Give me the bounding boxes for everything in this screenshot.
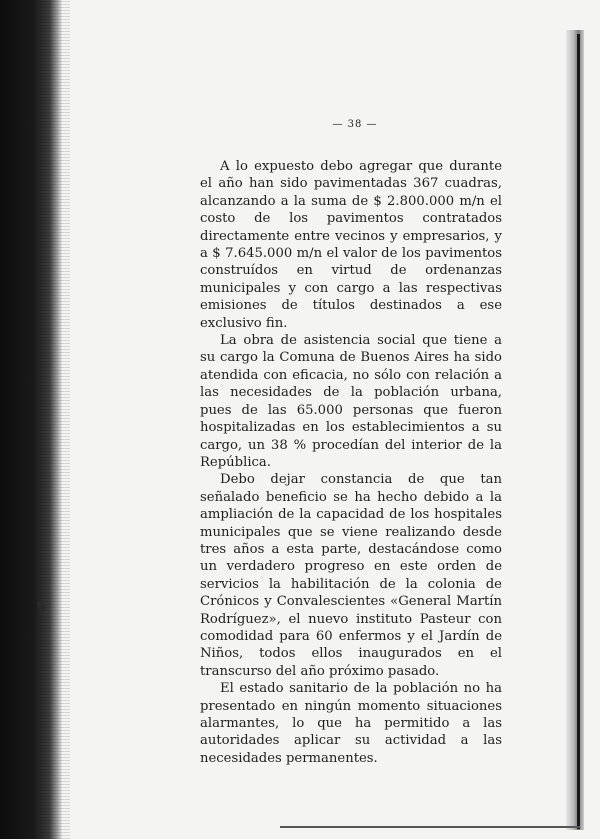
binding-texture [40, 0, 70, 839]
paragraph: El estado sanitario de la población no ha presentado en ningún momento situaciones alarmantes, lo que ha permitido a las autoridades aplicar su actividad a las necesidades permanentes. [200, 681, 502, 766]
paragraph: La obra de asistencia social que tiene a su cargo la Comuna de Buenos Aires ha sido atendida con eficacia, no sólo con relación a las necesidades de la población urbana, pues de las 65.000 personas que fueron hospitalizadas en los establecimientos a su cargo, un 38 % procedían del interior de la República. [200, 333, 502, 470]
page-bottom-edge [280, 826, 580, 828]
paragraph: A lo expuesto debo agregar que durante el año han sido pavimentadas 367 cuadras, alcanzando a la suma de $ 2.800.000 m/n el costo de los pavimentos contratados directamente entre vecinos y empresarios, y a $ 7.645.000 m/n el valor de los pavimentos construídos en virtud de ordenanzas municipales y con cargo a las respectivas emisiones de títulos destinados a ese exclusivo fin. [200, 159, 502, 331]
page-edge-right [566, 30, 584, 830]
body-text [200, 158, 502, 767]
page-number: — 38 — [332, 119, 378, 130]
page-edge-line [577, 34, 580, 829]
paragraph: Debo dejar constancia de que tan señalado beneficio se ha hecho debido a la ampliación de la capacidad de los hospitales municipales que se viene realizando desde tres años a esta parte, destacándose como un verdadero progreso en este orden de servicios la habilitación de la colonia de Crónicos y Convalescientes «General Martín Rodríguez», el nuevo instituto Pasteur con comodidad para 60 enfermos y el Jardín de Niños, todos ellos inaugurados en el transcurso del año próximo pasado. [200, 472, 502, 679]
